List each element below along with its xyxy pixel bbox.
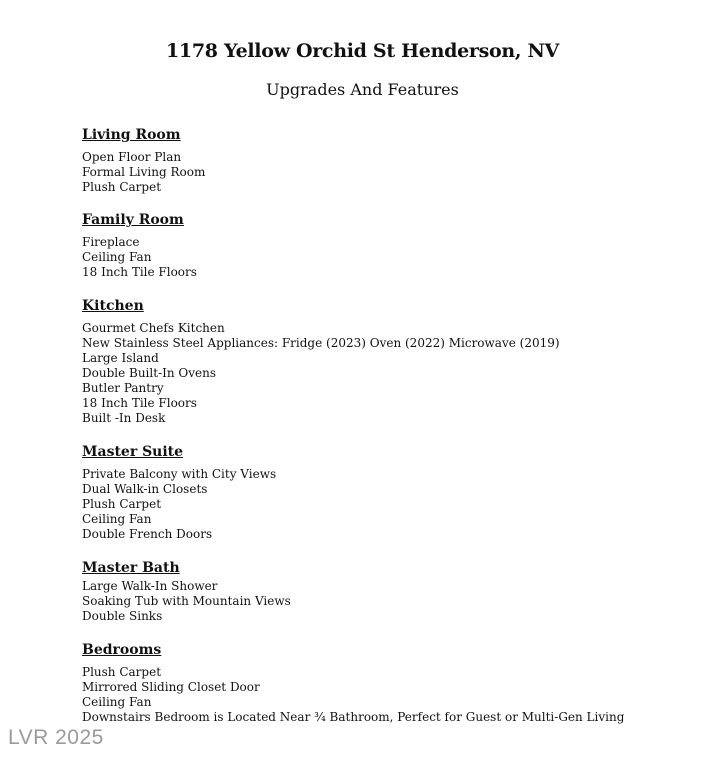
section-heading: Family Room	[82, 212, 184, 228]
feature-item: Soaking Tub with Mountain Views	[82, 594, 291, 608]
feature-item: Private Balcony with City Views	[82, 467, 277, 481]
feature-item: Fireplace	[82, 235, 140, 249]
section-master-bath	[82, 559, 702, 624]
feature-item: Formal Living Room	[82, 165, 206, 179]
section-bedrooms	[82, 641, 702, 725]
section-heading: Master Bath	[82, 560, 180, 576]
feature-list	[82, 665, 702, 725]
section-heading: Bedrooms	[82, 642, 162, 658]
feature-item: New Stainless Steel Appliances: Fridge (2023) Oven (2022) Microwave (2019)	[82, 336, 560, 350]
feature-item: Double Built-In Ovens	[82, 366, 216, 380]
feature-item: 18 Inch Tile Floors	[82, 265, 197, 279]
feature-list	[82, 467, 702, 542]
feature-item: Built -In Desk	[82, 411, 166, 425]
feature-item: Dual Walk-in Closets	[82, 482, 208, 496]
feature-item: Butler Pantry	[82, 381, 164, 395]
feature-item: Gourmet Chefs Kitchen	[82, 321, 225, 335]
feature-item: Plush Carpet	[82, 180, 162, 194]
section-kitchen	[82, 297, 702, 426]
feature-item: Ceiling Fan	[82, 250, 152, 264]
section-family-room	[82, 211, 702, 280]
document-title: 1178 Yellow Orchid St Henderson, NV	[165, 40, 559, 62]
feature-item: Ceiling Fan	[82, 512, 152, 526]
section-heading: Living Room	[82, 127, 181, 143]
feature-list	[82, 579, 702, 624]
watermark: LVR 2025	[8, 726, 104, 749]
feature-item: Ceiling Fan	[82, 695, 152, 709]
feature-item: Plush Carpet	[82, 665, 162, 679]
feature-item: 18 Inch Tile Floors	[82, 396, 197, 410]
section-heading: Master Suite	[82, 444, 184, 460]
section-living-room	[82, 126, 702, 195]
feature-item: Double French Doors	[82, 527, 213, 541]
feature-list	[82, 235, 702, 280]
feature-list	[82, 150, 702, 195]
feature-list	[82, 321, 702, 426]
section-heading: Kitchen	[82, 298, 144, 314]
section-master-suite	[82, 443, 702, 542]
feature-item: Large Walk-In Shower	[82, 579, 218, 593]
feature-item: Plush Carpet	[82, 497, 162, 511]
feature-item: Mirrored Sliding Closet Door	[82, 680, 260, 694]
feature-item: Large Island	[82, 351, 159, 365]
feature-item: Open Floor Plan	[82, 150, 182, 164]
feature-item: Downstairs Bedroom is Located Near ¾ Bathroom, Perfect for Guest or Multi-Gen Living	[82, 710, 625, 724]
document-subtitle: Upgrades And Features	[266, 80, 459, 99]
feature-item: Double Sinks	[82, 609, 163, 623]
